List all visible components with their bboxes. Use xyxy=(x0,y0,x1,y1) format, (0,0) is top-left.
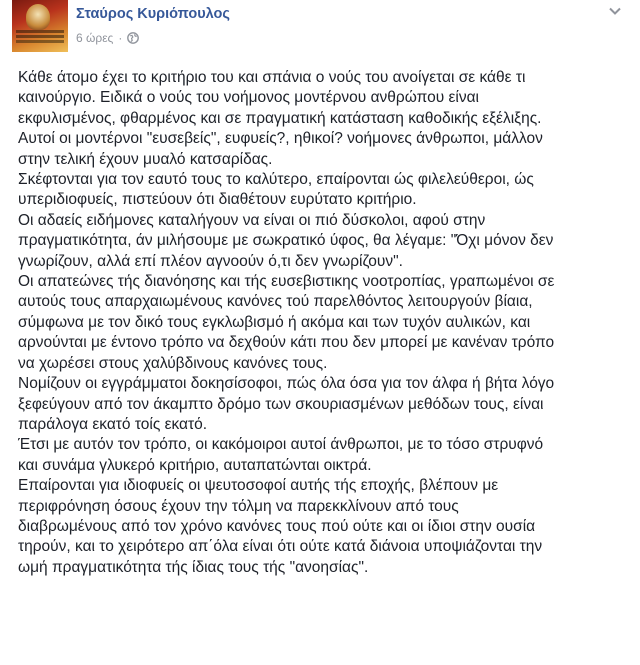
post-paragraph: Έτσι με αυτόν τον τρόπο, οι κακόμοιροι αυτοί άνθρωποι, με το τόσο στρυφνό και συνάμα γλυκερό κριτήριο, αυταπατώνται οικτρά. xyxy=(18,436,544,474)
post-meta xyxy=(76,31,139,45)
avatar-figure xyxy=(26,4,50,30)
author-name-link[interactable]: Σταύρος Κυριόπουλος xyxy=(76,6,230,22)
avatar[interactable] xyxy=(12,0,68,52)
post-timestamp[interactable]: 6 ώρες xyxy=(76,31,114,45)
post-paragraph: Νομίζουν οι εγγράμματοι δοκησίσοφοι, πώς όλα όσα για τον άλφα ή βήτα λόγο ξεφεύγουν από τον άκαμπτο δρόμο των σκουριασμένων μεθόδων τους, είναι παράλογα εκατό τοίς εκατό. xyxy=(18,375,555,433)
post-paragraph: Οι απατεώνες τής διανόησης και τής ευσεβιστικης νοοτροπίας, γραπωμένοι σε αυτούς τους απαρχαιωμένους κανόνες τού παρελθόντος λειτουργούν βίαια, σύμφωνα με τον δικό τους εγκλωβισμό ή ακόμα και των τυχόν αυλικών, και αρνούνται με έντονο τρόπο να δεχθούν κάτι που δεν μπορεί με κανέναν τρόπο να χωρέσει στους χαλύβδινους κανόνες τους. xyxy=(18,273,555,372)
chevron-down-icon[interactable] xyxy=(608,6,622,16)
globe-icon[interactable] xyxy=(127,32,139,44)
post-paragraph: Επαίρονται για ιδιοφυείς οι ψευτοσοφοί αυτής τής εποχής, βλέπουν με περιφρόνηση όσους έχουν την τόλμη να παρεκκλίνουν από τους διαβρωμένους από τον χρόνο κανόνες τους πού ούτε και οι ίδιοι στην ουσία τηρούν, και το χειρότερο απ΄όλα είναι ότι ούτε κατά διάνοια υποψιάζονται την ωμή πραγματικότητα τής ίδιας τους τής "ανοησίας". xyxy=(18,477,543,576)
meta-separator: · xyxy=(118,31,123,45)
post-paragraph: Κάθε άτομο έχει το κριτήριο του και σπάνια ο νούς του ανοίγεται σε κάθε τι καινούργιο. Ειδικά ο νούς του νοήμονος μοντέρνου ανθρώπου είναι εκφυλισμένος, φθαρμένος και σε πραγματική κατάσταση καθοδικής εξέλιξης. Αυτοί οι μοντέρνοι "ευσεβείς", ευφυείς?, ηθικοί? νοήμονες άνθρωποι, μάλλον στην τελική έχουν μυαλό κατσαρίδας. xyxy=(18,69,543,168)
post-body xyxy=(18,68,630,578)
post-header xyxy=(12,0,628,56)
post-paragraph: Σκέφτονται για τον εαυτό τους το καλύτερο, επαίρονται ώς φιλελεύθεροι, ώς υπεριδιοφυείς, πιστεύουν ότι διαθέτουν ευρύτατο κριτήριο. xyxy=(18,171,534,209)
avatar-caption-lines xyxy=(16,30,64,33)
post-paragraph: Οι αδαείς ειδήμονες καταλήγουν να είναι οι πιό δύσκολοι, αφού στην πραγματικότητα, άν μιλήσουμε με σωκρατικό ύφος, θα λέγαμε: "Όχι μόνον δεν γνωρίζουν, αλλά επί πλέον αγνοούν ό,τι δεν γνωρίζουν". xyxy=(18,211,554,270)
